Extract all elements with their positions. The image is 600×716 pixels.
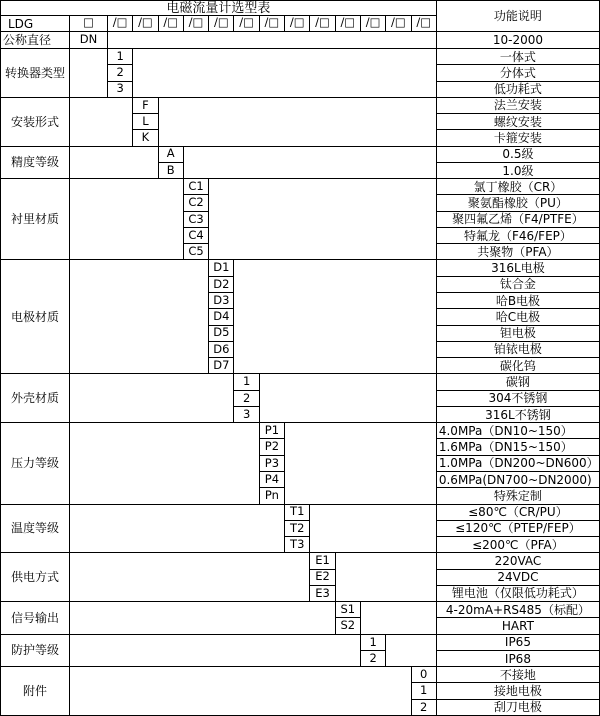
code-cell: Pn: [260, 488, 285, 504]
model-prefix: LDG: [1, 16, 70, 32]
code-cell: S1: [336, 602, 361, 618]
section-label: 转换器类型: [1, 49, 70, 98]
section-label: 衬里材质: [1, 179, 70, 260]
section-spacer-right: [133, 49, 437, 98]
code-cell: B: [159, 163, 184, 179]
desc-cell: 钽电极: [437, 326, 600, 342]
section-label: 外壳材质: [1, 374, 70, 423]
desc-cell: 0.6MPa(DN700~DN2000): [437, 472, 600, 488]
desc-cell: 1.0MPa（DN200~DN600）: [438, 456, 599, 471]
section-spacer-left: [70, 505, 285, 554]
desc-cell: 接地电极: [437, 683, 600, 699]
code-cell: D7: [209, 358, 234, 374]
code-cell: A: [159, 147, 184, 163]
code-cell: 3: [108, 82, 133, 98]
desc-cell: 氯丁橡胶（CR）: [437, 179, 600, 195]
desc-cell: 分体式: [437, 65, 600, 81]
desc-cell: 螺纹安装: [437, 114, 600, 130]
diameter-code: DN: [70, 32, 108, 49]
model-slot: /□: [285, 16, 310, 32]
model-slot: /□: [234, 16, 259, 32]
model-slot: /□: [412, 16, 437, 32]
section-spacer-left: [70, 374, 234, 423]
section-spacer-right: [260, 374, 437, 423]
code-cell: 1: [361, 635, 386, 651]
model-slot: /□: [386, 16, 411, 32]
desc-cell: 4-20mA+RS485（标配）: [437, 602, 600, 618]
code-cell: F: [133, 98, 158, 114]
desc-cell: 法兰安装: [437, 98, 600, 114]
code-cell: 3: [234, 407, 259, 423]
model-slot: /□: [361, 16, 386, 32]
desc-cell: 1.0级: [437, 163, 600, 179]
desc-cell: 316L不锈钢: [437, 407, 600, 423]
model-slot: /□: [108, 16, 133, 32]
desc-cell: 不接地: [437, 667, 600, 683]
section-spacer-right: [310, 505, 436, 554]
model-slot: /□: [184, 16, 209, 32]
code-cell: D4: [209, 309, 234, 325]
desc-cell: 聚氨酯橡胶（PU）: [437, 195, 600, 211]
model-slot: /□: [133, 16, 158, 32]
model-slot: /□: [159, 16, 184, 32]
desc-cell: 316L电极: [437, 260, 600, 276]
code-cell: P3: [260, 456, 285, 472]
code-cell: T2: [285, 521, 310, 537]
code-cell: 0: [412, 667, 437, 683]
section-label: 信号输出: [1, 602, 70, 635]
code-cell: 1: [108, 49, 133, 65]
model-base-box: □: [70, 16, 108, 32]
section-spacer-right: [361, 602, 437, 635]
code-cell: E1: [310, 553, 335, 569]
desc-cell: 4.0MPa（DN10~150）: [437, 423, 600, 439]
desc-cell: 特殊定制: [437, 488, 600, 504]
code-cell: E2: [310, 570, 335, 586]
code-cell: D5: [209, 326, 234, 342]
code-cell: L: [133, 114, 158, 130]
code-cell: P4: [260, 472, 285, 488]
section-spacer-left: [70, 147, 159, 180]
desc-cell: 共聚物（PFA）: [437, 244, 600, 260]
code-cell: C4: [184, 228, 209, 244]
section-spacer-right: [285, 423, 437, 504]
table-title: 电磁流量计选型表: [1, 1, 437, 16]
code-cell: T3: [285, 537, 310, 553]
desc-cell: 卡箍安装: [437, 130, 600, 146]
model-slot: /□: [260, 16, 285, 32]
section-spacer-left: [70, 635, 361, 668]
code-cell: C2: [184, 195, 209, 211]
desc-cell: 1.6MPa（DN15~150）: [437, 439, 600, 455]
code-cell: 1: [234, 374, 259, 390]
desc-cell: ≤200℃（PFA）: [437, 537, 600, 553]
code-cell: D3: [209, 293, 234, 309]
code-cell: P2: [260, 439, 285, 455]
section-label: 压力等级: [1, 423, 70, 504]
section-label: 安装形式: [1, 98, 70, 147]
code-cell: P1: [260, 423, 285, 439]
desc-cell: 碳钢: [437, 374, 600, 390]
desc-cell: ≤120℃（PTEP/FEP）: [437, 521, 600, 537]
code-cell: S2: [336, 618, 361, 634]
section-spacer-right: [209, 179, 437, 260]
code-cell: K: [133, 130, 158, 146]
desc-cell: 特氟龙（F46/FEP）: [437, 228, 600, 244]
code-cell: T1: [285, 505, 310, 521]
section-spacer-left: [70, 179, 184, 260]
code-cell: 2: [361, 651, 386, 667]
section-label: 供电方式: [1, 553, 70, 602]
section-label: 温度等级: [1, 505, 70, 554]
section-spacer-right: [386, 635, 437, 668]
desc-cell: IP65: [437, 635, 600, 651]
code-cell: 2: [412, 700, 437, 716]
model-slot: /□: [310, 16, 335, 32]
model-slot: /□: [336, 16, 361, 32]
code-cell: 2: [234, 391, 259, 407]
section-spacer-left: [70, 260, 209, 374]
model-slot: /□: [209, 16, 234, 32]
desc-cell: 一体式: [437, 49, 600, 65]
section-spacer-right: [336, 553, 437, 602]
desc-cell: 低功耗式: [437, 82, 600, 98]
code-cell: E3: [310, 586, 335, 602]
section-spacer-right: [184, 147, 437, 180]
code-cell: C3: [184, 212, 209, 228]
section-spacer-right: [159, 98, 437, 147]
section-spacer-left: [70, 667, 412, 716]
code-cell: D1: [209, 260, 234, 276]
section-label: 附件: [1, 667, 70, 716]
section-spacer-left: [70, 49, 108, 98]
desc-cell: 钛合金: [437, 277, 600, 293]
section-spacer-left: [70, 98, 133, 147]
desc-cell: IP68: [437, 651, 600, 667]
code-cell: C1: [184, 179, 209, 195]
diameter-desc: 10-2000: [437, 32, 600, 49]
desc-cell: 聚四氟乙烯（F4/PTFE）: [437, 212, 600, 228]
code-cell: D2: [209, 277, 234, 293]
section-spacer-left: [70, 423, 260, 504]
code-cell: C5: [184, 244, 209, 260]
function-column-header: 功能说明: [437, 1, 600, 32]
desc-cell: HART: [437, 618, 600, 634]
desc-cell: ≤80℃（CR/PU）: [437, 505, 600, 521]
section-label: 精度等级: [1, 147, 70, 180]
section-spacer-left: [70, 553, 310, 602]
section-spacer-left: [70, 602, 336, 635]
code-cell: 1: [412, 683, 437, 699]
section-label: 电极材质: [1, 260, 70, 374]
diameter-spacer: [108, 32, 437, 49]
desc-cell: 0.5级: [437, 147, 600, 163]
desc-cell: 刮刀电极: [437, 700, 600, 716]
diameter-label: 公称直径: [1, 32, 70, 49]
desc-cell: 哈B电极: [437, 293, 600, 309]
section-label: 防护等级: [1, 635, 70, 668]
desc-cell: 哈C电极: [437, 309, 600, 325]
desc-cell: 碳化钨: [437, 358, 600, 374]
desc-cell: 220VAC: [437, 553, 600, 569]
code-cell: 2: [108, 65, 133, 81]
desc-cell: 锂电池（仅限低功耗式）: [437, 586, 600, 602]
code-cell: D6: [209, 342, 234, 358]
desc-cell: 24VDC: [437, 570, 600, 586]
desc-cell: 304不锈钢: [437, 391, 600, 407]
desc-cell: 铂铱电极: [437, 342, 600, 358]
section-spacer-right: [234, 260, 436, 374]
